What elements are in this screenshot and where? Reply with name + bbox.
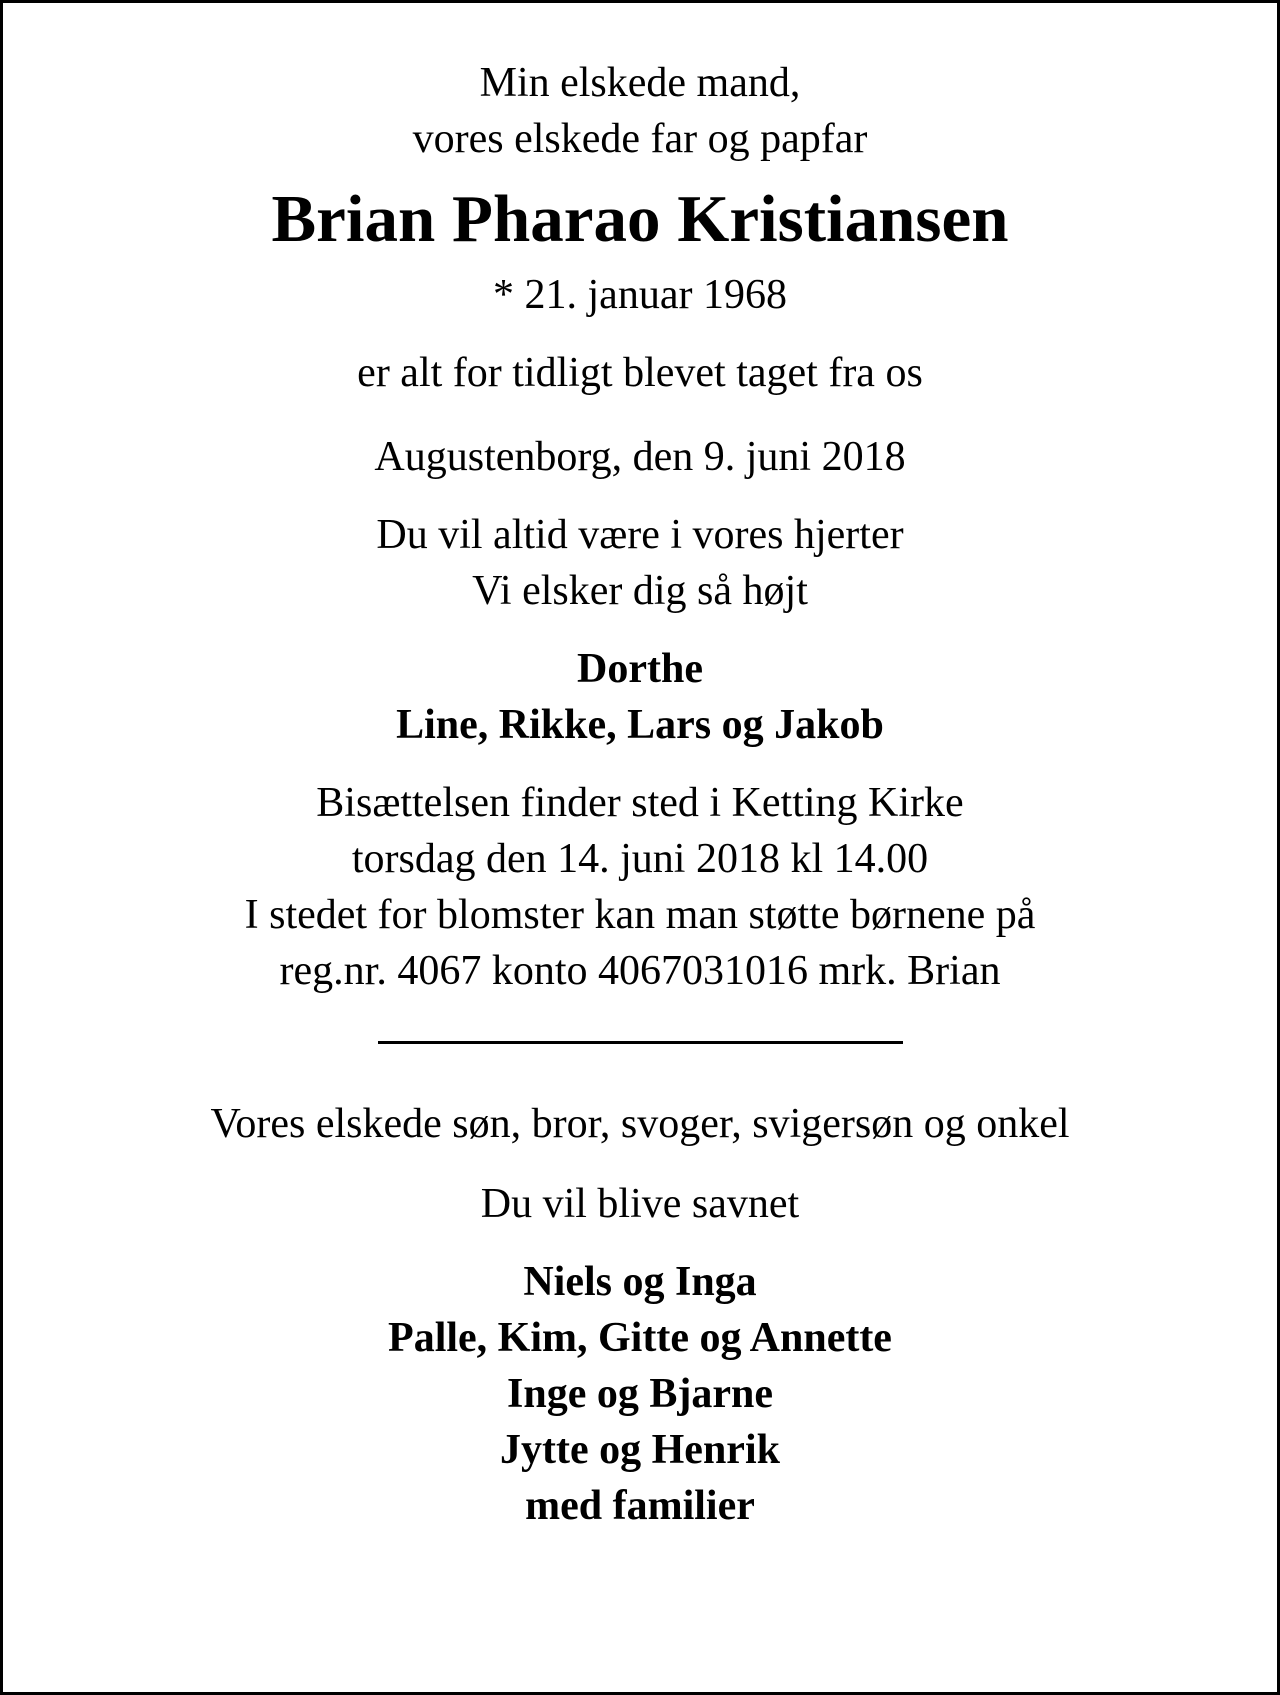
service-line-4: reg.nr. 4067 konto 4067031016 mrk. Brian [279,948,1001,994]
intro-block [3,55,1277,167]
family1-line-2: Line, Rikke, Lars og Jakob [396,702,884,748]
intro-line-2: vores elskede far og papfar [412,116,868,162]
family2-line-3: Inge og Bjarne [507,1371,773,1417]
service-line-1: Bisættelsen finder sted i Ketting Kirke [316,780,964,826]
family2-line-4: Jytte og Henrik [500,1427,780,1473]
family2-line-2: Palle, Kim, Gitte og Annette [388,1315,892,1361]
birth-date: * 21. januar 1968 [493,272,787,318]
name-block [3,179,1277,259]
family2-line-1: Niels og Inga [523,1259,757,1305]
service-line-2: torsdag den 14. juni 2018 kl 14.00 [351,836,929,882]
family1-line-1: Dorthe [577,646,703,692]
message-line-2: Vi elsker dig så højt [472,568,808,614]
deceased-name: Brian Pharao Kristiansen [271,182,1009,256]
statement-text: er alt for tidligt blevet taget fra os [357,350,923,396]
place-date-block [3,429,1277,485]
section-divider [378,1041,903,1044]
place-date: Augustenborg, den 9. juni 2018 [374,434,906,480]
service-line-3: I stedet for blomster kan man støtte børnene på [244,892,1036,938]
second-intro: Vores elskede søn, bror, svoger, svigersøn og onkel [210,1101,1070,1147]
intro-line-1: Min elskede mand, [479,60,801,106]
second-intro-block [3,1096,1277,1152]
family1-block [3,641,1277,753]
second-message-block [3,1176,1277,1232]
birth-block [3,267,1277,323]
message-line-1: Du vil altid være i vores hjerter [376,512,904,558]
family2-line-5: med familier [525,1483,755,1529]
family2-block [3,1254,1277,1534]
message-block [3,507,1277,619]
statement-block [3,345,1277,401]
service-block [3,775,1277,999]
second-message: Du vil blive savnet [480,1181,800,1227]
